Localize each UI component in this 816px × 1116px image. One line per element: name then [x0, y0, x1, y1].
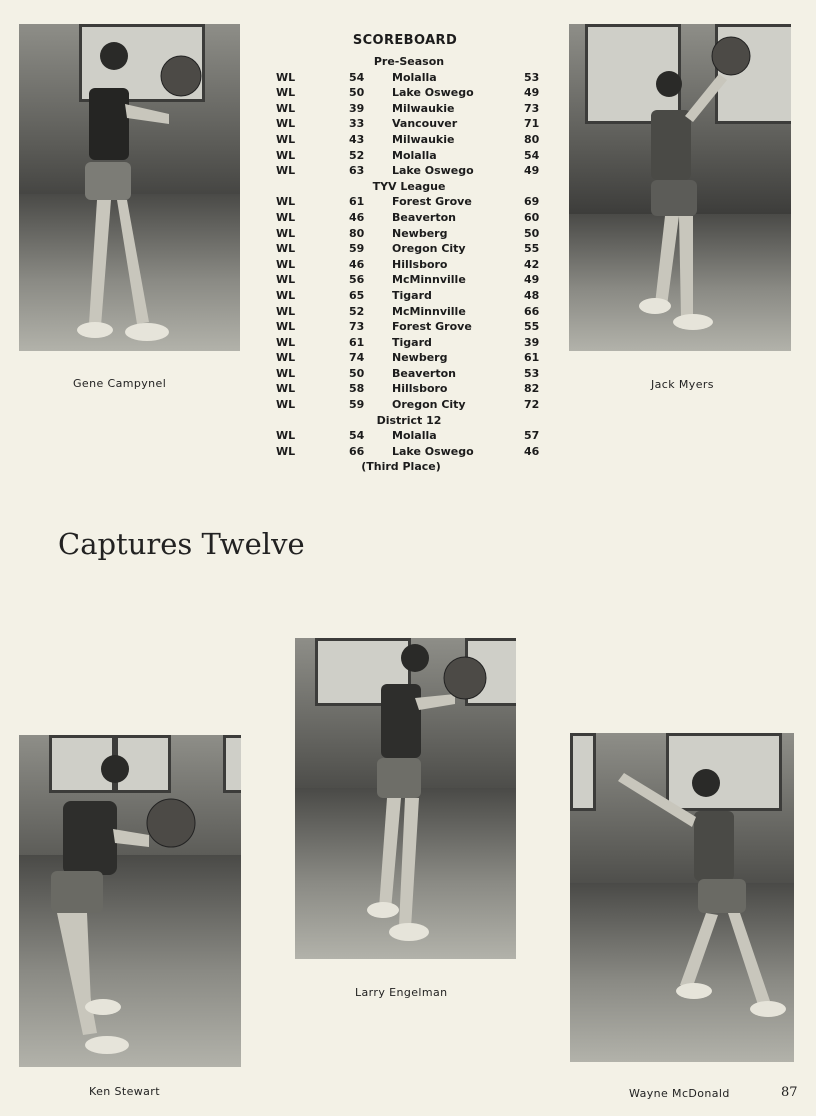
- our-score: 50: [349, 86, 365, 100]
- result-label: WL: [276, 429, 296, 443]
- opponent-name: Newberg: [392, 226, 448, 240]
- result-label: WL: [276, 366, 296, 380]
- result-label: WL: [276, 351, 296, 365]
- our-score: 63: [349, 164, 365, 178]
- result-label: WL: [276, 210, 296, 224]
- our-score: 61: [349, 335, 365, 349]
- our-score: 43: [349, 132, 365, 146]
- opponent-name: Molalla: [392, 70, 437, 84]
- opponent-score: 55: [524, 320, 540, 334]
- scoreboard-row: [276, 163, 546, 179]
- our-score: 66: [349, 444, 365, 458]
- our-score: 50: [349, 366, 365, 380]
- scoreboard-row: [276, 304, 546, 320]
- opponent-score: 48: [524, 288, 540, 302]
- our-score: 59: [349, 398, 365, 412]
- opponent-name: Beaverton: [392, 210, 456, 224]
- opponent-score: 66: [524, 304, 540, 318]
- opponent-name: Vancouver: [392, 117, 458, 131]
- opponent-score: 49: [524, 86, 540, 100]
- opponent-name: Molalla: [392, 148, 437, 162]
- scoreboard-row: [276, 257, 546, 273]
- opponent-score: 57: [524, 429, 540, 443]
- caption-gene-campynel: Gene Campynel: [73, 377, 167, 390]
- scoreboard-row: [276, 132, 546, 148]
- opponent-name: McMinnville: [392, 273, 466, 287]
- opponent-score: 61: [524, 351, 540, 365]
- photo-ken-stewart: [19, 735, 241, 1067]
- our-score: 56: [349, 273, 365, 287]
- opponent-score: 71: [524, 117, 540, 131]
- result-label: WL: [276, 273, 296, 287]
- photo-gene-campynel: [19, 24, 240, 351]
- scoreboard-row: [276, 350, 546, 366]
- opponent-score: 73: [524, 101, 540, 115]
- scoreboard-row: [276, 101, 546, 117]
- scoreboard-row: [276, 272, 546, 288]
- scoreboard-row: [276, 366, 546, 382]
- opponent-score: 50: [524, 226, 540, 240]
- our-score: 52: [349, 304, 365, 318]
- scoreboard-table: [276, 54, 546, 475]
- player-figure-larry: [295, 638, 516, 959]
- result-label: WL: [276, 117, 296, 131]
- caption-larry-engelman: Larry Engelman: [355, 986, 448, 999]
- opponent-name: Molalla: [392, 429, 437, 443]
- scoreboard-section-heading: TYV League: [372, 179, 446, 193]
- result-label: WL: [276, 132, 296, 146]
- caption-ken-stewart: Ken Stewart: [89, 1085, 160, 1098]
- opponent-name: McMinnville: [392, 304, 466, 318]
- scoreboard-row: [276, 70, 546, 86]
- result-label: WL: [276, 148, 296, 162]
- opponent-name: Forest Grove: [392, 320, 472, 334]
- opponent-name: Tigard: [392, 288, 432, 302]
- photo-jack-myers: [569, 24, 791, 351]
- our-score: 73: [349, 320, 365, 334]
- result-label: WL: [276, 304, 296, 318]
- player-figure-wayne: [570, 733, 794, 1062]
- scoreboard-row: [276, 288, 546, 304]
- player-figure-jack: [569, 24, 791, 351]
- caption-wayne-mcdonald: Wayne McDonald: [629, 1087, 730, 1100]
- our-score: 54: [349, 70, 365, 84]
- player-figure-gene: [19, 24, 240, 351]
- opponent-score: 42: [524, 257, 540, 271]
- opponent-name: Lake Oswego: [392, 86, 474, 100]
- opponent-name: Beaverton: [392, 366, 456, 380]
- opponent-score: 82: [524, 382, 540, 396]
- opponent-score: 53: [524, 70, 540, 84]
- scoreboard-row: [276, 226, 546, 242]
- our-score: 39: [349, 101, 365, 115]
- result-label: WL: [276, 86, 296, 100]
- scoreboard-section-heading: District 12: [376, 413, 442, 427]
- opponent-score: 53: [524, 366, 540, 380]
- scoreboard-row: [276, 444, 546, 460]
- result-label: WL: [276, 257, 296, 271]
- our-score: 74: [349, 351, 365, 365]
- opponent-name: Newberg: [392, 351, 448, 365]
- our-score: 52: [349, 148, 365, 162]
- opponent-name: Milwaukie: [392, 101, 455, 115]
- our-score: 54: [349, 429, 365, 443]
- result-label: WL: [276, 288, 296, 302]
- scoreboard-row: [276, 335, 546, 351]
- our-score: 46: [349, 257, 365, 271]
- opponent-name: Forest Grove: [392, 195, 472, 209]
- scoreboard-row: [276, 397, 546, 413]
- opponent-name: Lake Oswego: [392, 444, 474, 458]
- opponent-name: Hillsboro: [392, 257, 448, 271]
- scoreboard-row: [276, 116, 546, 132]
- our-score: 33: [349, 117, 365, 131]
- result-label: WL: [276, 164, 296, 178]
- our-score: 80: [349, 226, 365, 240]
- opponent-score: 49: [524, 273, 540, 287]
- scoreboard-title: SCOREBOARD: [352, 33, 458, 48]
- result-label: WL: [276, 242, 296, 256]
- result-label: WL: [276, 444, 296, 458]
- opponent-score: 39: [524, 335, 540, 349]
- opponent-score: 69: [524, 195, 540, 209]
- scoreboard-row: [276, 241, 546, 257]
- result-label: WL: [276, 101, 296, 115]
- our-score: 58: [349, 382, 365, 396]
- page-heading: Captures Twelve: [58, 527, 305, 561]
- opponent-score: 54: [524, 148, 540, 162]
- our-score: 61: [349, 195, 365, 209]
- result-label: WL: [276, 195, 296, 209]
- scoreboard-note: (Third Place): [361, 460, 441, 474]
- scoreboard-row: [276, 381, 546, 397]
- opponent-name: Lake Oswego: [392, 164, 474, 178]
- result-label: WL: [276, 398, 296, 412]
- page-number: 87: [781, 1085, 798, 1100]
- opponent-score: 46: [524, 444, 540, 458]
- scoreboard-row: [276, 428, 546, 444]
- scoreboard-row: [276, 210, 546, 226]
- scoreboard-row: [276, 148, 546, 164]
- scoreboard-row: [276, 319, 546, 335]
- result-label: WL: [276, 226, 296, 240]
- scoreboard-section-heading: Pre-Season: [373, 55, 445, 68]
- photo-larry-engelman: [295, 638, 516, 959]
- opponent-name: Hillsboro: [392, 382, 448, 396]
- our-score: 46: [349, 210, 365, 224]
- opponent-name: Oregon City: [392, 398, 466, 412]
- player-figure-ken: [19, 735, 241, 1067]
- opponent-name: Milwaukie: [392, 132, 455, 146]
- our-score: 59: [349, 242, 365, 256]
- result-label: WL: [276, 335, 296, 349]
- opponent-name: Oregon City: [392, 242, 466, 256]
- opponent-score: 80: [524, 132, 540, 146]
- opponent-score: 72: [524, 398, 540, 412]
- photo-wayne-mcdonald: [570, 733, 794, 1062]
- result-label: WL: [276, 320, 296, 334]
- opponent-score: 55: [524, 242, 540, 256]
- our-score: 65: [349, 288, 365, 302]
- result-label: WL: [276, 382, 296, 396]
- scoreboard-row: [276, 85, 546, 101]
- opponent-name: Tigard: [392, 335, 432, 349]
- caption-jack-myers: Jack Myers: [651, 378, 714, 391]
- opponent-score: 60: [524, 210, 540, 224]
- opponent-score: 49: [524, 164, 540, 178]
- scoreboard-row: [276, 194, 546, 210]
- result-label: WL: [276, 70, 296, 84]
